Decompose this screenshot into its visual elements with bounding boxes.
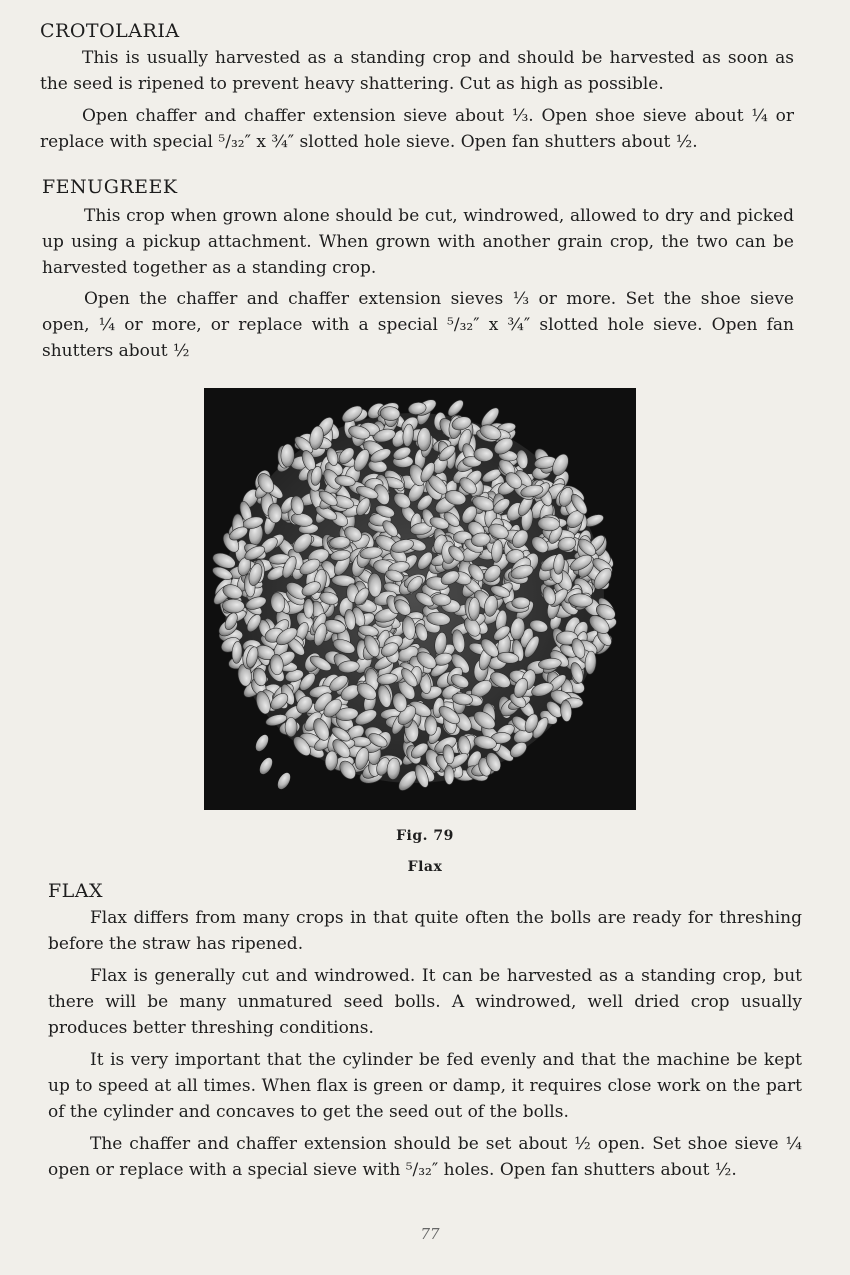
heading-fenugreek: FENUGREEK — [42, 176, 178, 198]
crotolaria-paragraph-1: This is usually harvested as a standing crop and should be harvested as soon as the seed is ripened to prevent heavy shattering. Cut as high as possible. — [40, 48, 794, 94]
figure-caption: Flax — [407, 859, 443, 875]
flax-paragraph-2: Flax is generally cut and windrowed. It can be harvested as a standing crop, but there will be many unmatured seed bolls. A windrowed, well dried crop usually produces better threshing conditions. — [48, 966, 802, 1038]
flax-seed — [303, 599, 313, 619]
heading-crotolaria: CROTOLARIA — [40, 20, 180, 42]
flax-seed — [281, 444, 295, 467]
figure-number: Fig. 79 — [396, 828, 454, 844]
flax-seed-photo — [204, 388, 636, 810]
page-number: 77 — [420, 1225, 440, 1243]
fenugreek-paragraph-2: Open the chaffer and chaffer extension sieves ⅓ or more. Set the shoe sieve open, ¼ or more, or replace with a special ⁵/₃₂″ x ¾″ slotted hole sieve. Open fan shutters about ½ — [42, 289, 794, 361]
flax-seed — [285, 718, 297, 737]
flax-paragraph-4: The chaffer and chaffer extension should be set about ½ open. Set shoe sieve ¼ open or replace with a special sieve with ⁵/₃₂″ holes. Open fan shutters about ½. — [48, 1134, 802, 1180]
crotolaria-paragraph-2: Open chaffer and chaffer extension sieve about ⅓. Open shoe sieve about ¼ or replace with special ⁵/₃₂″ x ¾″ slotted hole sieve. Open fan shutters about ½. — [40, 106, 794, 152]
heading-flax: FLAX — [48, 880, 104, 902]
flax-paragraph-3: It is very important that the cylinder be fed evenly and that the machine be kept up to speed at all times. When flax is green or damp, it requires close work on the part of the cylinder and concaves to get the seed out of the bolls. — [48, 1050, 802, 1122]
flax-seed — [512, 597, 530, 609]
flax-paragraph-1: Flax differs from many crops in that quite often the bolls are ready for threshing before the straw has ripened. — [48, 908, 802, 954]
fenugreek-paragraph-1: This crop when grown alone should be cut, windrowed, allowed to dry and picked up using a pickup attachment. When grown with another grain crop, the two can be harvested together as a standing crop. — [42, 206, 794, 278]
flax-seeds-illustration — [204, 388, 636, 810]
